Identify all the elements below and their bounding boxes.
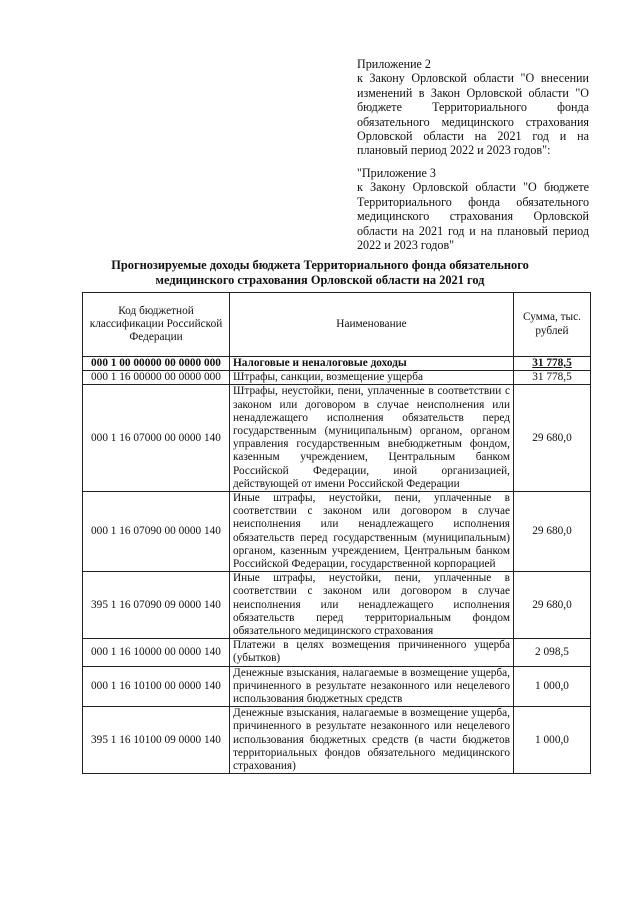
- row-name: Налоговые и неналоговые доходы: [230, 357, 514, 371]
- table-row: [83, 357, 591, 371]
- row-sum: 31 778,5: [514, 371, 591, 385]
- table-row: [83, 572, 591, 639]
- row-code: 000 1 16 07000 00 0000 140: [83, 385, 230, 492]
- row-sum: 29 680,0: [514, 492, 591, 572]
- column-header-name: Наименование: [230, 293, 514, 357]
- row-name: Штрафы, санкции, возмещение ущерба: [230, 371, 514, 385]
- row-name: Штрафы, неустойки, пени, уплаченные в соответствии с законом или договором в случае неисполнения или ненадлежащего исполнения обязательств перед государственным (муниципальным) органом, органом управления государственным внебюджетным фондом, казенным учреждением, Центральным банком Российской Федерации, иной организацией, действующей от имени Российской Федерации: [230, 385, 514, 492]
- row-sum: 31 778,5: [514, 357, 591, 371]
- table-row: [83, 385, 591, 492]
- row-sum: 29 680,0: [514, 385, 591, 492]
- row-name: Иные штрафы, неустойки, пени, уплаченные в соответствии с законом или договором в случае неисполнения или ненадлежащего исполнения обязательств перед государственным (муниципальным) органом, казенным учреждением, Центральным банком Российской Федерации, государственной корпорацией: [230, 492, 514, 572]
- table-row: [83, 639, 591, 666]
- row-sum: 29 680,0: [514, 572, 591, 639]
- row-name: Денежные взыскания, налагаемые в возмещение ущерба, причиненного в результате незаконного или нецелевого использования бюджетных средств: [230, 666, 514, 707]
- row-code: 000 1 16 10000 00 0000 140: [83, 639, 230, 666]
- column-header-sum: Сумма, тыс. рублей: [514, 293, 591, 357]
- row-name: Платежи в целях возмещения причиненного ущерба (убытков): [230, 639, 514, 666]
- row-sum: 2 098,5: [514, 639, 591, 666]
- row-name: Денежные взыскания, налагаемые в возмещение ущерба, причиненного в результате незаконного или нецелевого использования бюджетных средств (в части бюджетов территориальных фондов обязательного медицинского страхования): [230, 707, 514, 774]
- table-row: [83, 707, 591, 774]
- row-code: 000 1 16 00000 00 0000 000: [83, 371, 230, 385]
- table-row: [83, 371, 591, 385]
- table-row: [83, 492, 591, 572]
- table-header-row: [83, 293, 591, 357]
- table-row: [83, 666, 591, 707]
- row-code: 000 1 16 07090 00 0000 140: [83, 492, 230, 572]
- row-code: 000 1 00 00000 00 0000 000: [83, 357, 230, 371]
- row-sum: 1 000,0: [514, 707, 591, 774]
- annex-2-reference: [357, 57, 589, 158]
- column-header-code: Код бюджетной классификации Российской Федерации: [83, 293, 230, 357]
- row-code: 000 1 16 10100 00 0000 140: [83, 666, 230, 707]
- row-sum: 1 000,0: [514, 666, 591, 707]
- annex-line: "Приложение 3: [357, 166, 436, 180]
- annex-line: к Закону Орловской области "О внесении изменений в Закон Орловской области "О бюджете Территориального фонда обязательного медицинского страхования Орловской области на 2021 год и на плановый период 2022 и 2023 годов":: [357, 71, 589, 158]
- revenue-table: [82, 292, 591, 774]
- annex-3-reference: [357, 166, 589, 252]
- annex-line: к Закону Орловской области "О бюджете Территориального фонда обязательного медицинского страхования Орловской области на 2021 год и на плановый период 2022 и 2023 годов": [357, 180, 589, 253]
- document-title: Прогнозируемые доходы бюджета Территориального фонда обязательного медицинского страхования Орловской области на 2021 год: [111, 258, 529, 287]
- row-name: Иные штрафы, неустойки, пени, уплаченные в соответствии с законом или договором в случае неисполнения или ненадлежащего исполнения обязательств перед территориальным фондом обязательного медицинского страхования: [230, 572, 514, 639]
- row-code: 395 1 16 10100 09 0000 140: [83, 707, 230, 774]
- row-code: 395 1 16 07090 09 0000 140: [83, 572, 230, 639]
- annex-line: Приложение 2: [357, 57, 431, 71]
